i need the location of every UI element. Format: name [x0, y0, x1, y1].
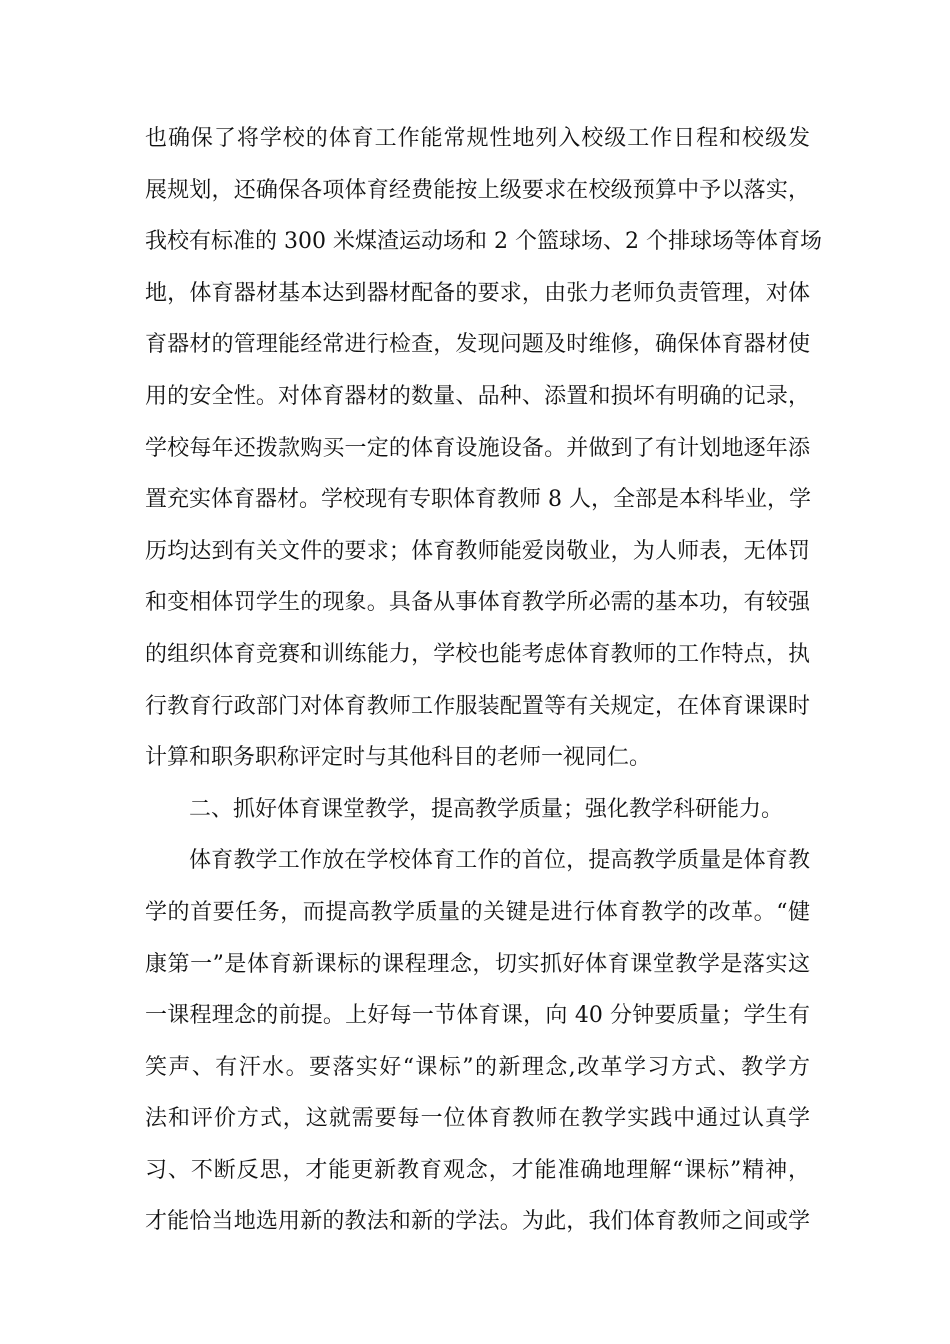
text-line: 置充实体育器材。学校现有专职体育教师 8 人，全部是本科毕业，学: [145, 487, 811, 513]
text-line: 历均达到有关文件的要求；体育教师能爱岗敬业，为人师表，无体罚: [145, 538, 810, 564]
text-line: 和变相体罚学生的现象。具备从事体育教学所必需的基本功，有较强: [145, 590, 810, 616]
paragraph-teaching: [145, 835, 810, 1248]
text-line: 我校有标准的 300 米煤渣运动场和 2 个篮球场、2 个排球场等体育场: [145, 229, 822, 255]
text-line: 育器材的管理能经常进行检查，发现问题及时维修，确保体育器材使: [145, 332, 810, 358]
text-line: 体育教学工作放在学校体育工作的首位，提高教学质量是体育教: [189, 848, 810, 874]
text-line: 也确保了将学校的体育工作能常规性地列入校级工作日程和校级发: [145, 126, 810, 151]
text-line: 学的首要任务，而提高教学质量的关键是进行体育教学的改革。“健: [145, 899, 810, 925]
text-line: 行教育行政部门对体育教师工作服装配置等有关规定，在体育课课时: [145, 693, 810, 719]
text-line: 用的安全性。对体育器材的数量、品种、添置和损坏有明确的记录，: [145, 383, 810, 409]
text-line: 康第一”是体育新课标的课程理念，切实抓好体育课堂教学是落实这: [145, 951, 810, 977]
heading-line: 二、抓好体育课堂教学，提高教学质量；强化教学科研能力。: [189, 796, 784, 822]
text-line: 地，体育器材基本达到器材配备的要求，由张力老师负责管理，对体: [145, 280, 810, 306]
text-line: 的组织体育竞赛和训练能力，学校也能考虑体育教师的工作特点，执: [145, 641, 810, 667]
text-line: 展规划，还确保各项体育经费能按上级要求在校级预算中予以落实，: [145, 177, 810, 203]
text-line: 法和评价方式，这就需要每一位体育教师在教学实践中通过认真学: [145, 1106, 810, 1132]
text-line: 计算和职务职称评定时与其他科目的老师一视同仁。: [145, 745, 652, 771]
body-text: [145, 113, 822, 1248]
text-line: 习、不断反思，才能更新教育观念，才能准确地理解“课标”精神，: [145, 1157, 810, 1183]
text-line: 才能恰当地选用新的教法和新的学法。为此，我们体育教师之间或学: [145, 1209, 810, 1235]
text-line: 笑声、有汗水。要落实好“课标”的新理念,改革学习方式、教学方: [145, 1054, 810, 1080]
section-heading: [145, 784, 810, 836]
paragraph-facilities: [145, 113, 822, 784]
text-line: 学校每年还拨款购买一定的体育设施设备。并做到了有计划地逐年添: [145, 435, 810, 461]
text-line: 一课程理念的前提。上好每一节体育课，向 40 分钟要质量；学生有: [145, 1003, 810, 1029]
